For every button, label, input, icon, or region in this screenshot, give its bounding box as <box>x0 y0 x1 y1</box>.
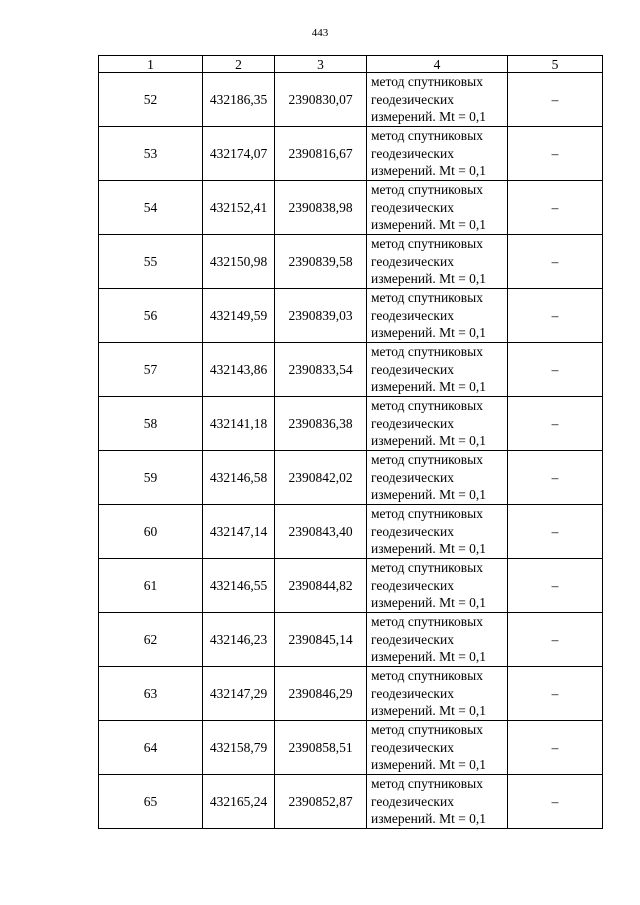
method-line: метод спутниковых <box>371 614 483 629</box>
method-line: метод спутниковых <box>371 506 483 521</box>
method-cell <box>367 451 508 505</box>
table-row <box>99 559 603 613</box>
method-line: измерений. Mt = 0,1 <box>371 217 487 232</box>
table-row <box>99 775 603 829</box>
method-line: измерений. Mt = 0,1 <box>371 109 487 124</box>
note-cell: – <box>508 559 603 613</box>
y-coordinate-cell: 2390845,14 <box>275 613 367 667</box>
method-cell <box>367 559 508 613</box>
method-line: геодезических <box>371 415 454 431</box>
point-number-cell: 63 <box>99 667 203 721</box>
method-line: геодезических <box>371 631 454 647</box>
column-header-5: 5 <box>508 56 603 73</box>
table-row <box>99 73 603 127</box>
method-cell <box>367 505 508 559</box>
table-row <box>99 289 603 343</box>
table-row <box>99 397 603 451</box>
method-line: геодезических <box>371 469 454 485</box>
note-cell: – <box>508 613 603 667</box>
y-coordinate-cell: 2390846,29 <box>275 667 367 721</box>
y-coordinate-cell: 2390839,03 <box>275 289 367 343</box>
y-coordinate-cell: 2390839,58 <box>275 235 367 289</box>
y-coordinate-cell: 2390852,87 <box>275 775 367 829</box>
point-number-cell: 61 <box>99 559 203 613</box>
method-line: геодезических <box>371 793 454 809</box>
note-cell: – <box>508 181 603 235</box>
method-cell <box>367 775 508 829</box>
x-coordinate-cell: 432152,41 <box>203 181 275 235</box>
note-cell: – <box>508 343 603 397</box>
method-cell <box>367 667 508 721</box>
y-coordinate-cell: 2390838,98 <box>275 181 367 235</box>
method-line: геодезических <box>371 199 454 215</box>
method-line: геодезических <box>371 361 454 377</box>
x-coordinate-cell: 432174,07 <box>203 127 275 181</box>
point-number-cell: 56 <box>99 289 203 343</box>
method-line: измерений. Mt = 0,1 <box>371 271 487 286</box>
method-line: геодезических <box>371 145 454 161</box>
x-coordinate-cell: 432186,35 <box>203 73 275 127</box>
table-row <box>99 343 603 397</box>
x-coordinate-cell: 432146,23 <box>203 613 275 667</box>
method-line: метод спутниковых <box>371 74 483 89</box>
x-coordinate-cell: 432150,98 <box>203 235 275 289</box>
table-body <box>99 73 603 829</box>
note-cell: – <box>508 667 603 721</box>
note-cell: – <box>508 73 603 127</box>
x-coordinate-cell: 432165,24 <box>203 775 275 829</box>
method-cell <box>367 181 508 235</box>
method-line: метод спутниковых <box>371 344 483 359</box>
method-line: измерений. Mt = 0,1 <box>371 703 487 718</box>
method-line: измерений. Mt = 0,1 <box>371 649 487 664</box>
point-number-cell: 59 <box>99 451 203 505</box>
y-coordinate-cell: 2390844,82 <box>275 559 367 613</box>
method-cell <box>367 613 508 667</box>
method-line: измерений. Mt = 0,1 <box>371 595 487 610</box>
method-line: геодезических <box>371 523 454 539</box>
method-cell <box>367 721 508 775</box>
method-line: измерений. Mt = 0,1 <box>371 811 487 826</box>
method-line: метод спутниковых <box>371 452 483 467</box>
column-header-3: 3 <box>275 56 367 73</box>
method-cell <box>367 289 508 343</box>
y-coordinate-cell: 2390830,07 <box>275 73 367 127</box>
note-cell: – <box>508 775 603 829</box>
method-line: метод спутниковых <box>371 560 483 575</box>
method-cell <box>367 73 508 127</box>
table-row <box>99 127 603 181</box>
y-coordinate-cell: 2390842,02 <box>275 451 367 505</box>
note-cell: – <box>508 235 603 289</box>
method-line: измерений. Mt = 0,1 <box>371 433 487 448</box>
method-line: метод спутниковых <box>371 128 483 143</box>
column-header-2: 2 <box>203 56 275 73</box>
note-cell: – <box>508 127 603 181</box>
column-header-4: 4 <box>367 56 508 73</box>
point-number-cell: 57 <box>99 343 203 397</box>
y-coordinate-cell: 2390833,54 <box>275 343 367 397</box>
method-line: геодезических <box>371 739 454 755</box>
note-cell: – <box>508 397 603 451</box>
x-coordinate-cell: 432147,29 <box>203 667 275 721</box>
y-coordinate-cell: 2390836,38 <box>275 397 367 451</box>
method-line: геодезических <box>371 685 454 701</box>
x-coordinate-cell: 432146,55 <box>203 559 275 613</box>
x-coordinate-cell: 432147,14 <box>203 505 275 559</box>
x-coordinate-cell: 432141,18 <box>203 397 275 451</box>
table-row <box>99 235 603 289</box>
coordinates-table <box>98 55 603 829</box>
page-number: 443 <box>311 27 329 39</box>
point-number-cell: 52 <box>99 73 203 127</box>
method-line: измерений. Mt = 0,1 <box>371 487 487 502</box>
note-cell: – <box>508 289 603 343</box>
method-line: метод спутниковых <box>371 776 483 791</box>
y-coordinate-cell: 2390843,40 <box>275 505 367 559</box>
method-line: измерений. Mt = 0,1 <box>371 379 487 394</box>
method-line: геодезических <box>371 91 454 107</box>
method-cell <box>367 397 508 451</box>
x-coordinate-cell: 432143,86 <box>203 343 275 397</box>
method-line: измерений. Mt = 0,1 <box>371 325 487 340</box>
method-line: измерений. Mt = 0,1 <box>371 757 487 772</box>
point-number-cell: 55 <box>99 235 203 289</box>
table-row <box>99 505 603 559</box>
column-header-1: 1 <box>99 56 203 73</box>
y-coordinate-cell: 2390816,67 <box>275 127 367 181</box>
note-cell: – <box>508 451 603 505</box>
method-line: геодезических <box>371 307 454 323</box>
x-coordinate-cell: 432149,59 <box>203 289 275 343</box>
method-line: измерений. Mt = 0,1 <box>371 163 487 178</box>
method-line: метод спутниковых <box>371 722 483 737</box>
point-number-cell: 65 <box>99 775 203 829</box>
method-line: метод спутниковых <box>371 668 483 683</box>
note-cell: – <box>508 505 603 559</box>
method-line: метод спутниковых <box>371 290 483 305</box>
y-coordinate-cell: 2390858,51 <box>275 721 367 775</box>
method-line: метод спутниковых <box>371 398 483 413</box>
point-number-cell: 53 <box>99 127 203 181</box>
point-number-cell: 58 <box>99 397 203 451</box>
x-coordinate-cell: 432158,79 <box>203 721 275 775</box>
table-row <box>99 721 603 775</box>
method-line: измерений. Mt = 0,1 <box>371 541 487 556</box>
method-line: метод спутниковых <box>371 182 483 197</box>
method-line: метод спутниковых <box>371 236 483 251</box>
method-line: геодезических <box>371 577 454 593</box>
point-number-cell: 54 <box>99 181 203 235</box>
point-number-cell: 62 <box>99 613 203 667</box>
x-coordinate-cell: 432146,58 <box>203 451 275 505</box>
table-header-row <box>99 56 603 73</box>
table-row <box>99 613 603 667</box>
table-row <box>99 181 603 235</box>
method-cell <box>367 343 508 397</box>
point-number-cell: 64 <box>99 721 203 775</box>
point-number-cell: 60 <box>99 505 203 559</box>
table-row <box>99 451 603 505</box>
method-cell <box>367 127 508 181</box>
table-row <box>99 667 603 721</box>
note-cell: – <box>508 721 603 775</box>
method-line: геодезических <box>371 253 454 269</box>
method-cell <box>367 235 508 289</box>
